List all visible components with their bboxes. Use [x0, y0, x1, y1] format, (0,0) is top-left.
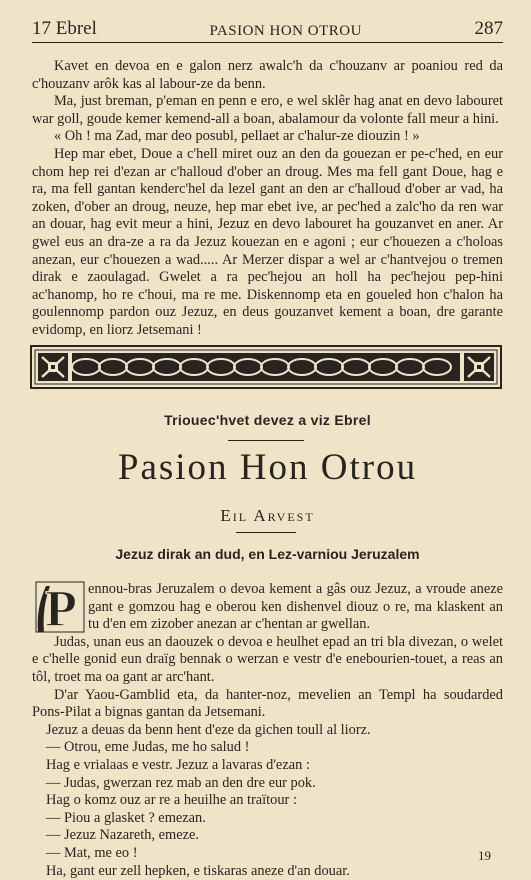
header-rule	[32, 42, 503, 43]
dialogue-line: — Mat, me eo !	[32, 845, 503, 863]
dialogue-line: — Judas, gwerzan rez mab an den dre eur pok.	[32, 775, 503, 793]
story-paragraph: D'ar Yaou-Gamblid eta, da hanter-noz, mevelien an Templ ha soudarded Pons-Pilat a bignas gantan da Jetsemani.	[32, 687, 503, 722]
ornament-corner-right	[464, 353, 494, 381]
dialogue-line: — Jezuz Nazareth, emeze.	[32, 827, 503, 845]
day-subtitle: Triouec'hvet devez a viz Ebrel	[32, 412, 503, 428]
header-page-number: 287	[475, 18, 504, 40]
intro-paragraph: Kavet en devoa en e galon nerz awalc'h da c'houzanv ar poaniou red da c'houzanv arôk kas al labour-ze da benn.	[32, 58, 503, 93]
story-paragraph: Judas, unan eus an daouzek o devoa e heulhet epad an tri bla divezan, o welet e c'helle gonid eun draïg bennak o werzan e vestr d'e enebourien-touet, a reas an tôl, troet ma oa gant ar arc'hant.	[32, 634, 503, 687]
part-title: Eil Arvest	[32, 506, 503, 526]
dialogue-line: Jezuz a deuas da benn hent d'eze da gichen toull al liorz.	[32, 722, 503, 740]
header-book-title: PASION HON OTROU	[209, 23, 361, 40]
header-date: 17 Ebrel	[32, 18, 97, 40]
dialogue-line: — Otrou, eme Judas, me ho salud !	[32, 739, 503, 757]
story-first-paragraph: ennou-bras Jeruzalem o devoa kement a gâs ouz Jezuz, a vroude aneze gant e gomzou hag e oberou ken dishenvel diouz o re, ma klaskent an tu d'en em zizober anezan ar c'hentan ar gwellan.	[32, 581, 503, 634]
dialogue-line: — Piou a glasket ? emezan.	[32, 810, 503, 828]
part-rule	[236, 532, 296, 533]
section-title: Jezuz dirak an dud, en Lez-varniou Jeruzalem	[32, 546, 503, 562]
intro-paragraph: Hep mar ebet, Doue a c'hell miret ouz an den da gouezan er pe-c'hed, en eur chom hep rei d'ezan ar c'halloud d'ober an droug. Mes ma fell gant Doue, hag e ra, ma fell gantan kenderc'hel da lezel gant an den ar c'halloud d'ober ar vad, ha zoken, d'ober an droug, neuze, hep mar ebet ive, ar pec'hed a zalc'ho da ren war an douar, hag evit meur a hini, Jezuz en devo labouret ha gouzanvet en aner. Ar gwel eus an dra-ze a ra da Jezuz kouezan en e agoni ; eur c'houezen a c'holoas anezan, eur c'houezen a wad..... Ar Merzer dispar a wel ar c'hantvejou o tremen dirak e zaoulagad. Gwelet a ra pec'hejou an holl ha pec'hejou pep-hini ac'hanomp, ho re c'houi, ma re me. Diskennomp eta en goueled hon c'halon ha goulennomp pardon ouz Jezuz, en deus gouzanvet kement a boan, dre garante evidomp, en liorz Jetsemani !	[32, 146, 503, 340]
intro-paragraph: Ma, just breman, p'eman en penn e ero, e wel sklêr hag anat en devo labouret war goll, goude kemer kemend-all a boan, abalamour da volonte fall meur a hini.	[32, 93, 503, 128]
main-title: Pasion Hon Otrou	[32, 446, 503, 489]
dialogue-line: Hag e vrialaas e vestr. Jezuz a lavaras d'ezan :	[32, 757, 503, 775]
running-header	[32, 14, 503, 40]
story-text	[32, 581, 503, 880]
dialogue-line: Ha, gant eur zell hepken, e tiskaras aneze d'an douar.	[32, 863, 503, 880]
title-rule	[228, 440, 304, 441]
dialogue-line: Hag o komz ouz ar re a heuilhe an traïtour :	[32, 792, 503, 810]
intro-text	[32, 58, 503, 340]
footer-page-number: 19	[478, 848, 491, 864]
dropcap-letter: P	[45, 581, 77, 636]
intro-paragraph: « Oh ! ma Zad, mar deo posubl, pellaet ar c'halur-ze diouzin ! »	[32, 128, 503, 146]
decorative-ornament-band	[30, 345, 502, 389]
ornament-corner-left	[38, 353, 68, 381]
